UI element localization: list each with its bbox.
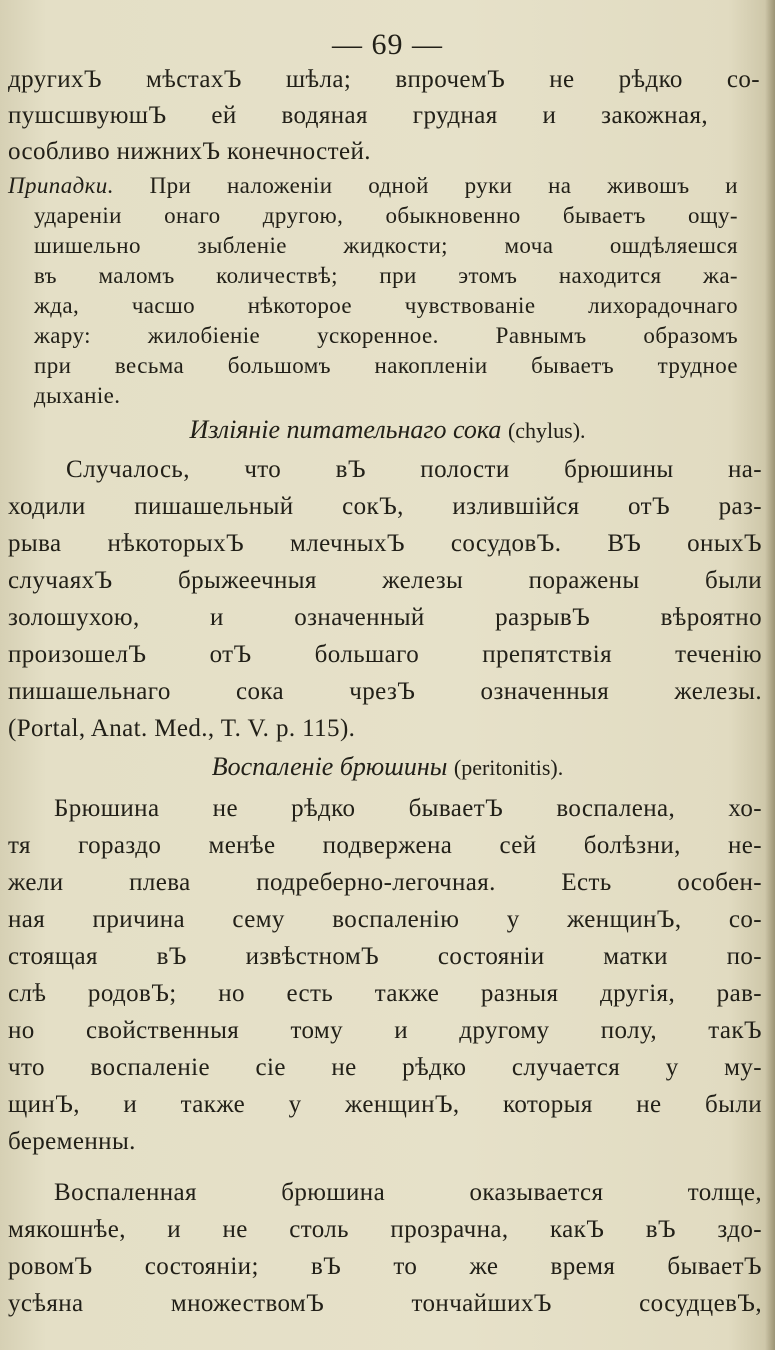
text-line: жару: жилобiенiе ускоренное. Равнымъ образомъ — [34, 323, 738, 348]
symptoms-first-line — [8, 173, 738, 199]
text-line: тя гораздо менѣе подвержена сей болѣзни, не- — [8, 832, 762, 859]
text-line: въ маломъ количествѣ; при этомъ находится жа- — [34, 263, 738, 288]
text-line: рыва нѣкоторыхЪ млечныхЪ сосудовЪ. ВЪ оныхЪ — [8, 530, 762, 557]
text-line: случаяхЪ брыжеечныя железы поражены были — [8, 567, 762, 594]
text-line: мякошнѣе, и не столь прозрачна, какЪ вЪ здо- — [8, 1216, 762, 1243]
text-line: Случалось, что вЪ полости брюшины на- — [66, 456, 762, 483]
text-line: щинЪ, и также у женщинЪ, которыя не были — [8, 1091, 762, 1118]
symptoms-text: При наложенiи одной руки на живошъ и — [149, 173, 738, 198]
section-heading-chylus — [0, 415, 775, 445]
text-line: Брюшина не рѣдко бываетЪ воспалена, хо- — [54, 795, 762, 822]
citation: (Portal, Anat. Med., T. V. p. 115). — [8, 715, 356, 742]
text-line: ходили пишашельный сокЪ, излившiйся отЪ раз- — [8, 493, 762, 520]
text-line: жели плева подреберно-легочная. Есть особен- — [8, 869, 762, 896]
heading-title: Излiянiе питательнаго сока — [189, 415, 502, 444]
heading-latin: (peritonitis). — [453, 755, 564, 780]
text-line: другихЪ мѣстахЪ шѣла; впрочемЪ не рѣдко со- — [8, 66, 760, 93]
text-line: стоящая вЪ извѣстномЪ состоянiи матки по- — [8, 943, 762, 970]
page-edge-shadow — [765, 0, 775, 1350]
text-line: что воспаленiе сiе не рѣдко случается у му- — [8, 1054, 762, 1081]
text-line: особливо нижнихЪ конечностей. — [8, 138, 371, 165]
text-line: ровомЪ состоянiи; вЪ то же время бываетЪ — [8, 1253, 762, 1280]
text-line: золошухою, и означенный разрывЪ вѣроятно — [8, 604, 762, 631]
text-line: жда, часшо нѣкоторое чувствованiе лихорадочнаго — [34, 293, 738, 318]
text-line: но свойственныя тому и другому полу, такЪ — [8, 1017, 762, 1044]
text-line: ная причина сему воспаленiю у женщинЪ, со- — [8, 906, 762, 933]
section-heading-peritonitis — [0, 752, 775, 782]
text-line: пишашельнаго сока чрезЪ означенныя железы. — [8, 678, 762, 705]
text-line: ударенiи онаго другою, обыкновенно бываетъ ощу- — [34, 203, 738, 228]
text-line: дыханiе. — [34, 383, 121, 408]
text-line: пушсшвуюшЪ ей водяная грудная и закожная, — [8, 102, 708, 129]
text-line: слѣ родовЪ; но есть также разныя другiя, рав- — [8, 980, 762, 1007]
page-number: — 69 — — [332, 28, 443, 61]
symptoms-label: Припадки. — [8, 173, 114, 198]
text-line: Воспаленная брюшина оказывается толще, — [54, 1179, 762, 1206]
heading-latin: (chylus). — [507, 418, 586, 443]
text-line: произошелЪ отЪ большаго препятствiя теченiю — [8, 641, 762, 668]
text-line: усѣяна множествомЪ тончайшихЪ сосудцевЪ, — [8, 1290, 762, 1317]
text-line: беременны. — [8, 1128, 136, 1155]
heading-title: Воспаленiе брюшины — [211, 752, 448, 781]
text-line: при весьма большомъ накопленiи бываетъ трудное — [34, 353, 738, 378]
text-line: шишельно зыбленiе жидкости; моча ошдѣляешся — [34, 233, 738, 258]
